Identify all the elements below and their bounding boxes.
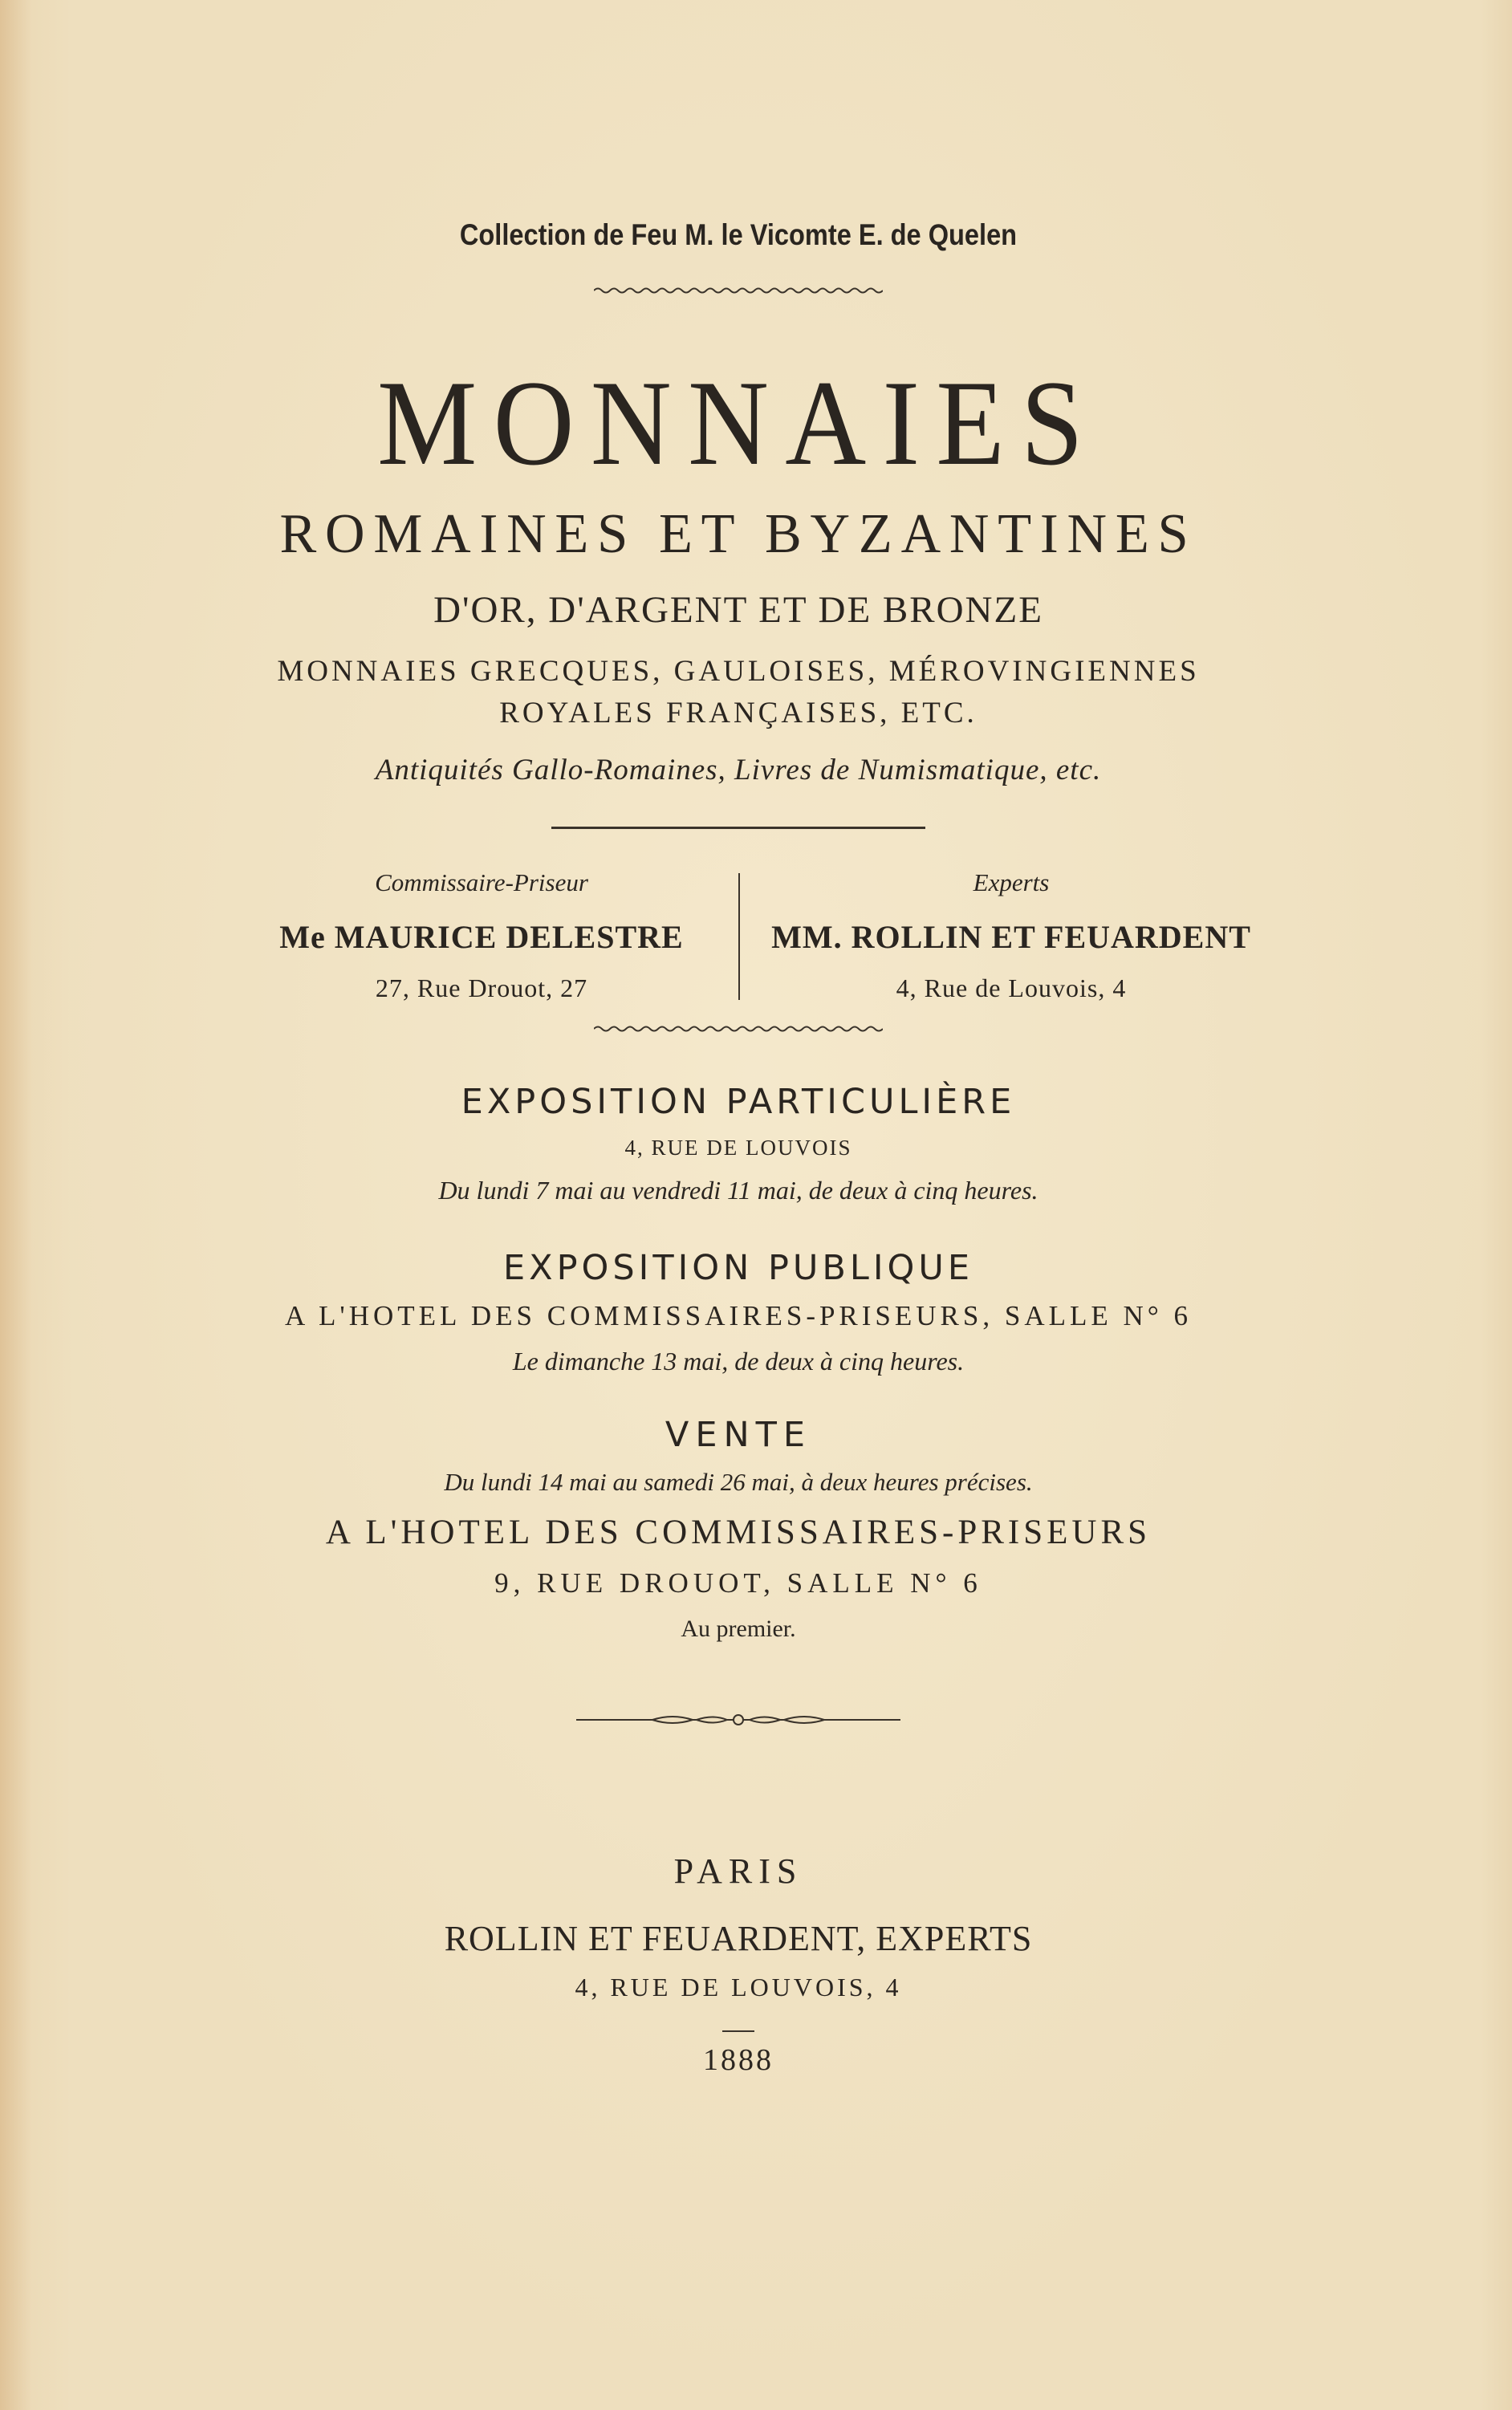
experts-column [770,868,1252,1003]
ornamental-rule [576,1708,900,1732]
sale-floor: Au premier. [681,1615,796,1642]
sale-heading: VENTE [665,1415,812,1455]
column-divider [738,873,740,1000]
imprint-year: 1888 [703,2043,774,2077]
auctioneer-name-text: MAURICE DELESTRE [334,919,684,955]
catalogue-title: MONNAIES [377,356,1099,490]
other-coins-line-2: ROYALES FRANÇAISES, ETC. [499,697,978,730]
antiquities-line: Antiquités Gallo-Romaines, Livres de Numismatique, etc. [375,754,1102,786]
sale-address: 9, RUE DROUOT, SALLE N° 6 [494,1567,982,1599]
metals-line: D'OR, D'ARGENT ET DE BRONZE [433,589,1043,631]
auctioneer-name [241,918,722,956]
private-exhibition-heading: EXPOSITION PARTICULIÈRE [461,1082,1016,1122]
imprint-address: 4, RUE DE LOUVOIS, 4 [575,1973,902,2002]
imprint-publisher: ROLLIN ET FEUARDENT, EXPERTS [444,1919,1033,1958]
private-exhibition-dates: Du lundi 7 mai au vendredi 11 mai, de deux à cinq heures. [438,1176,1038,1205]
private-exhibition-address: 4, RUE DE LOUVOIS [624,1136,852,1160]
public-exhibition-heading: EXPOSITION PUBLIQUE [502,1248,974,1288]
wavy-rule-middle [594,1024,883,1034]
auctioneer-prefix: Me [279,919,326,955]
public-exhibition-place: A L'HOTEL DES COMMISSAIRES-PRISEURS, SALLE N° 6 [284,1300,1193,1331]
other-coins-line-1: MONNAIES GRECQUES, GAULOISES, MÉROVINGIENNES [277,655,1200,688]
auctioneer-address: 27, Rue Drouot, 27 [375,973,588,1002]
year-rule [722,2030,754,2032]
public-exhibition-date: Le dimanche 13 mai, de deux à cinq heures. [512,1347,965,1376]
experts-address: 4, Rue de Louvois, 4 [896,973,1127,1002]
auctioneer-column [241,868,722,1003]
experts-name: MM. ROLLIN ET FEUARDENT [771,919,1251,955]
auctioneer-role: Commissaire-Priseur [375,868,588,896]
catalogue-subtitle: ROMAINES ET BYZANTINES [279,503,1197,565]
experts-role: Experts [973,868,1050,896]
sale-place: A L'HOTEL DES COMMISSAIRES-PRISEURS [325,1514,1152,1551]
imprint-city: PARIS [673,1851,803,1891]
sale-dates: Du lundi 14 mai au samedi 26 mai, à deux heures précises. [444,1468,1033,1496]
wavy-rule-top [594,286,883,295]
horizontal-rule [551,827,925,829]
collection-heading: Collection de Feu M. le Vicomte E. de Quelen [459,218,1018,251]
